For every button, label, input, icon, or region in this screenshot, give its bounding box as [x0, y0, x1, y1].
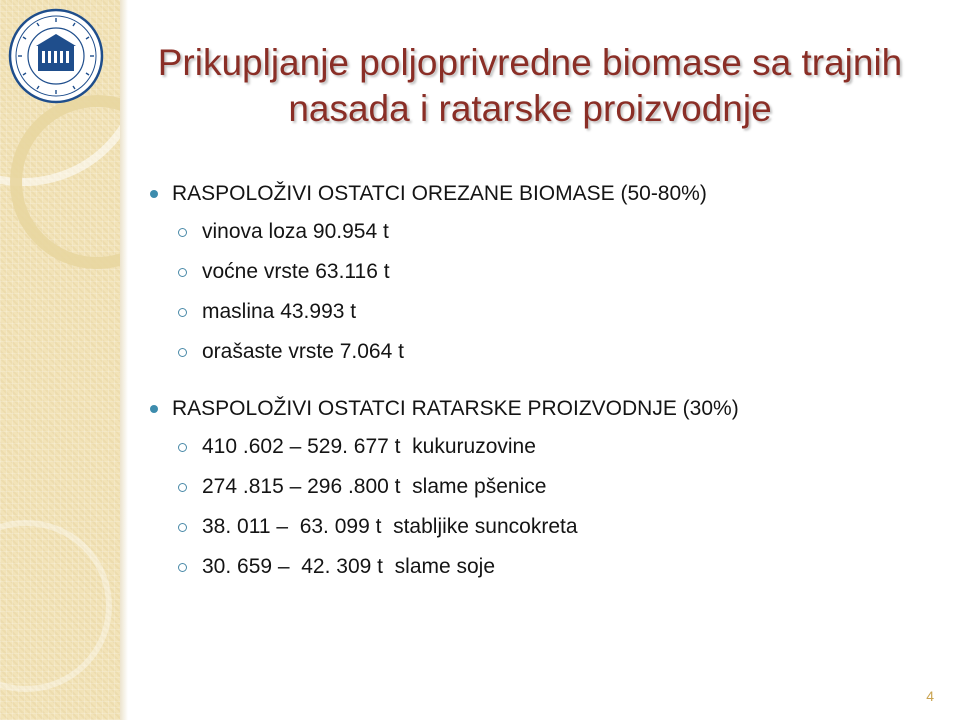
- sub-bullet-item: [148, 332, 928, 372]
- sub-bullet-text: maslina 43.993 t: [202, 300, 357, 323]
- bullet-dot-icon: [150, 190, 158, 198]
- sub-bullet-item: [148, 212, 928, 252]
- bullet-heading: RASPOLOŽIVI OSTATCI OREZANE BIOMASE (50-80%): [172, 182, 707, 205]
- university-seal-logo: [8, 8, 104, 104]
- sub-bullet-text: vinova loza 90.954 t: [202, 220, 389, 243]
- bullet-dot-icon: [150, 405, 158, 413]
- slide-page-number: 4: [926, 688, 934, 704]
- sub-bullet-item: [148, 507, 928, 547]
- band-edge-shadow: [120, 0, 128, 720]
- section-pruned-biomass: [148, 176, 928, 372]
- sub-bullet-text: 30. 659 – 42. 309 t slame soje: [202, 555, 496, 578]
- sub-bullet-item: [148, 467, 928, 507]
- hollow-circle-icon: [178, 348, 187, 357]
- sub-bullet-text: voćne vrste 63.116 t: [202, 260, 390, 283]
- bullet-item: [148, 391, 928, 427]
- hollow-circle-icon: [178, 228, 187, 237]
- sub-bullet-text: orašaste vrste 7.064 t: [202, 340, 404, 363]
- decorative-arc: [0, 520, 112, 692]
- bullet-item: [148, 176, 928, 212]
- bullet-heading: RASPOLOŽIVI OSTATCI RATARSKE PROIZVODNJE (30%): [172, 397, 739, 420]
- sub-bullet-item: [148, 292, 928, 332]
- sub-bullet-item: [148, 547, 928, 587]
- hollow-circle-icon: [178, 268, 187, 277]
- hollow-circle-icon: [178, 443, 187, 452]
- hollow-circle-icon: [178, 483, 187, 492]
- slide-content: [148, 176, 928, 606]
- sub-bullet-text: 274 .815 – 296 .800 t slame pšenice: [202, 475, 547, 498]
- hollow-circle-icon: [178, 308, 187, 317]
- sub-bullet-item: [148, 252, 928, 292]
- decorative-side-band: [0, 0, 120, 720]
- hollow-circle-icon: [178, 523, 187, 532]
- slide-title: Prikupljanje poljoprivredne biomase sa trajnih nasada i ratarske proizvodnje: [157, 42, 903, 129]
- sub-bullet-text: 38. 011 – 63. 099 t stabljike suncokreta: [202, 515, 578, 538]
- sub-bullet-item: [148, 427, 928, 467]
- hollow-circle-icon: [178, 563, 187, 572]
- section-crop-residues: [148, 391, 928, 587]
- sub-bullet-text: 410 .602 – 529. 677 t kukuruzovine: [202, 435, 536, 458]
